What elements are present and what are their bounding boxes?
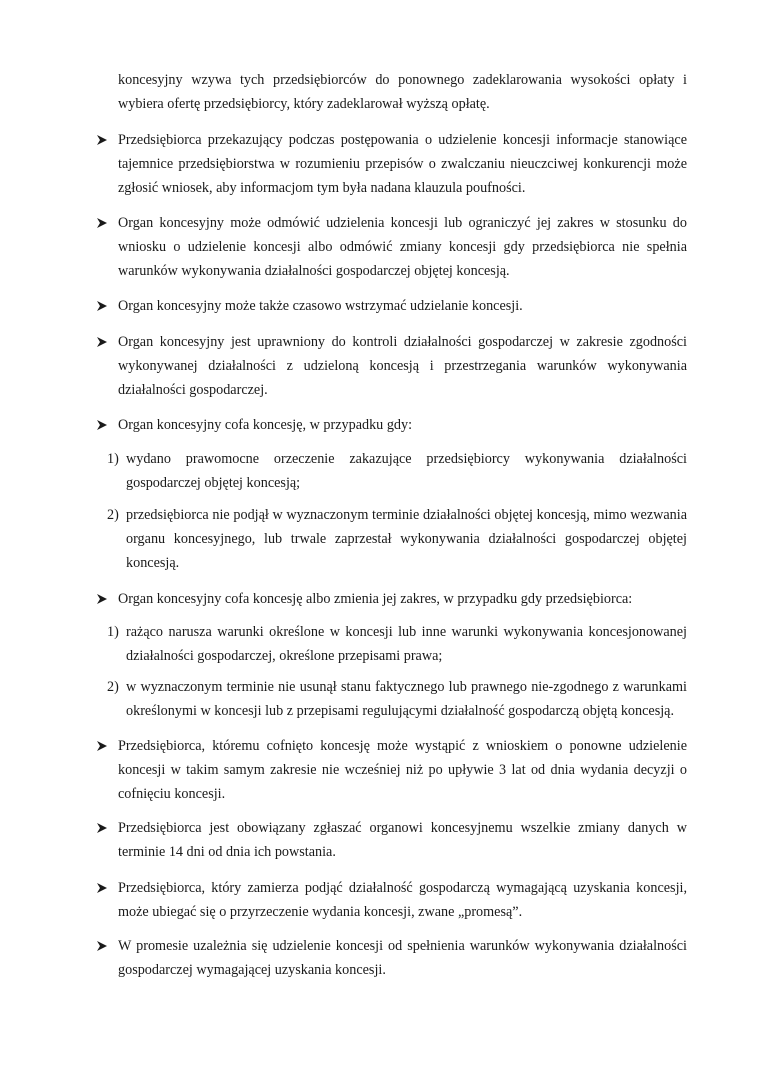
arrowhead-bullet-icon <box>96 413 112 437</box>
arrowhead-bullet-icon <box>96 330 112 354</box>
arrowhead-bullet-icon <box>96 934 112 958</box>
bullet-item <box>96 211 687 284</box>
intro-paragraph: koncesyjny wzywa tych przedsiębiorców do ponownego zadeklarowania wysokości opłaty i wybiera ofertę przedsiębiorcy, który zadeklarował wyższą opłatę. <box>118 72 687 113</box>
bullet-text: Przedsiębiorca przekazujący podczas postępowania o udzielenie koncesji informacje stanowiące tajemnice przedsiębiorstwa w rozumieniu przepisów o zwalczaniu nieuczciwej konkurencji może zgłosić wniosek, aby informacjom tym była nadana klauzula poufności. <box>118 132 687 197</box>
item-number: 1) <box>107 624 119 640</box>
arrowhead-bullet-icon <box>96 876 112 900</box>
bullet-text: Organ koncesyjny cofa koncesję albo zmienia jej zakres, w przypadku gdy przedsiębiorca: <box>118 591 633 607</box>
numbered-item <box>107 447 687 495</box>
arrowhead-bullet-icon <box>96 128 112 152</box>
bullet-text: Przedsiębiorca, który zamierza podjąć działalność gospodarczą wymagającą uzyskania koncesji, może ubiegać się o przyrzeczenie wydania koncesji, zwane „promesą”. <box>118 880 687 921</box>
bullet-item <box>96 876 687 924</box>
bullet-text: Przedsiębiorca, któremu cofnięto koncesję może wystąpić z wnioskiem o ponowne udzielenie koncesji w takim samym zakresie nie wcześniej niż po upływie 3 lat od dnia wydania decyzji o cofnięciu koncesji. <box>118 738 687 803</box>
arrowhead-bullet-icon <box>96 816 112 840</box>
numbered-item <box>107 620 687 668</box>
arrowhead-bullet-icon <box>96 587 112 611</box>
bullet-item <box>96 128 687 201</box>
arrowhead-bullet-icon <box>96 211 112 235</box>
numbered-item <box>107 503 687 576</box>
bullet-item <box>96 330 687 403</box>
bullet-text: Organ koncesyjny może także czasowo wstrzymać udzielanie koncesji. <box>118 298 523 314</box>
item-number: 2) <box>107 679 119 695</box>
item-text: przedsiębiorca nie podjął w wyznaczonym terminie działalności objętej koncesją, mimo wezwania organu koncesyjnego, lub trwale zaprzestał wykonywania działalności gospodarczej objętej koncesją. <box>126 507 687 572</box>
bullet-item <box>96 816 687 864</box>
item-number: 2) <box>107 507 119 523</box>
bullet-text: W promesie uzależnia się udzielenie koncesji od spełnienia warunków wykonywania działalności gospodarczej wymagającej uzyskania koncesji. <box>118 938 687 979</box>
bullet-text: Organ koncesyjny cofa koncesję, w przypadku gdy: <box>118 417 413 433</box>
item-text: wydano prawomocne orzeczenie zakazujące przedsiębiorcy wykonywania działalności gospodarczej objętej koncesją; <box>126 451 687 492</box>
item-number: 1) <box>107 451 119 467</box>
item-text: w wyznaczonym terminie nie usunął stanu faktycznego lub prawnego nie-zgodnego z warunkami określonymi w koncesji lub z przepisami regulującymi działalność gospodarczą objętą koncesją. <box>126 679 687 720</box>
bullet-item <box>96 294 687 318</box>
bullet-item <box>96 734 687 807</box>
arrowhead-bullet-icon <box>96 294 112 318</box>
item-text: rażąco narusza warunki określone w koncesji lub inne warunki wykonywania koncesjonowanej działalności gospodarczej, określone przepisami prawa; <box>126 624 687 665</box>
bullet-text: Organ koncesyjny może odmówić udzielenia koncesji lub ograniczyć jej zakres w stosunku do wniosku o udzielenie koncesji albo odmówić zmiany koncesji gdy przedsiębiorca nie spełnia warunków wykonywania działalności gospodarczej objętej koncesją. <box>118 215 687 280</box>
bullet-text: Przedsiębiorca jest obowiązany zgłaszać organowi koncesyjnemu wszelkie zmiany danych w terminie 14 dni od dnia ich powstania. <box>118 820 687 861</box>
arrowhead-bullet-icon <box>96 734 112 758</box>
bullet-item <box>96 934 687 982</box>
bullet-text: Organ koncesyjny jest uprawniony do kontroli działalności gospodarczej w zakresie zgodności wykonywanej działalności z udzieloną koncesją i przestrzegania warunków wykonywania działalności gospodarczej. <box>118 334 687 399</box>
numbered-item <box>107 675 687 723</box>
bullet-item <box>96 587 687 611</box>
bullet-item <box>96 413 687 437</box>
